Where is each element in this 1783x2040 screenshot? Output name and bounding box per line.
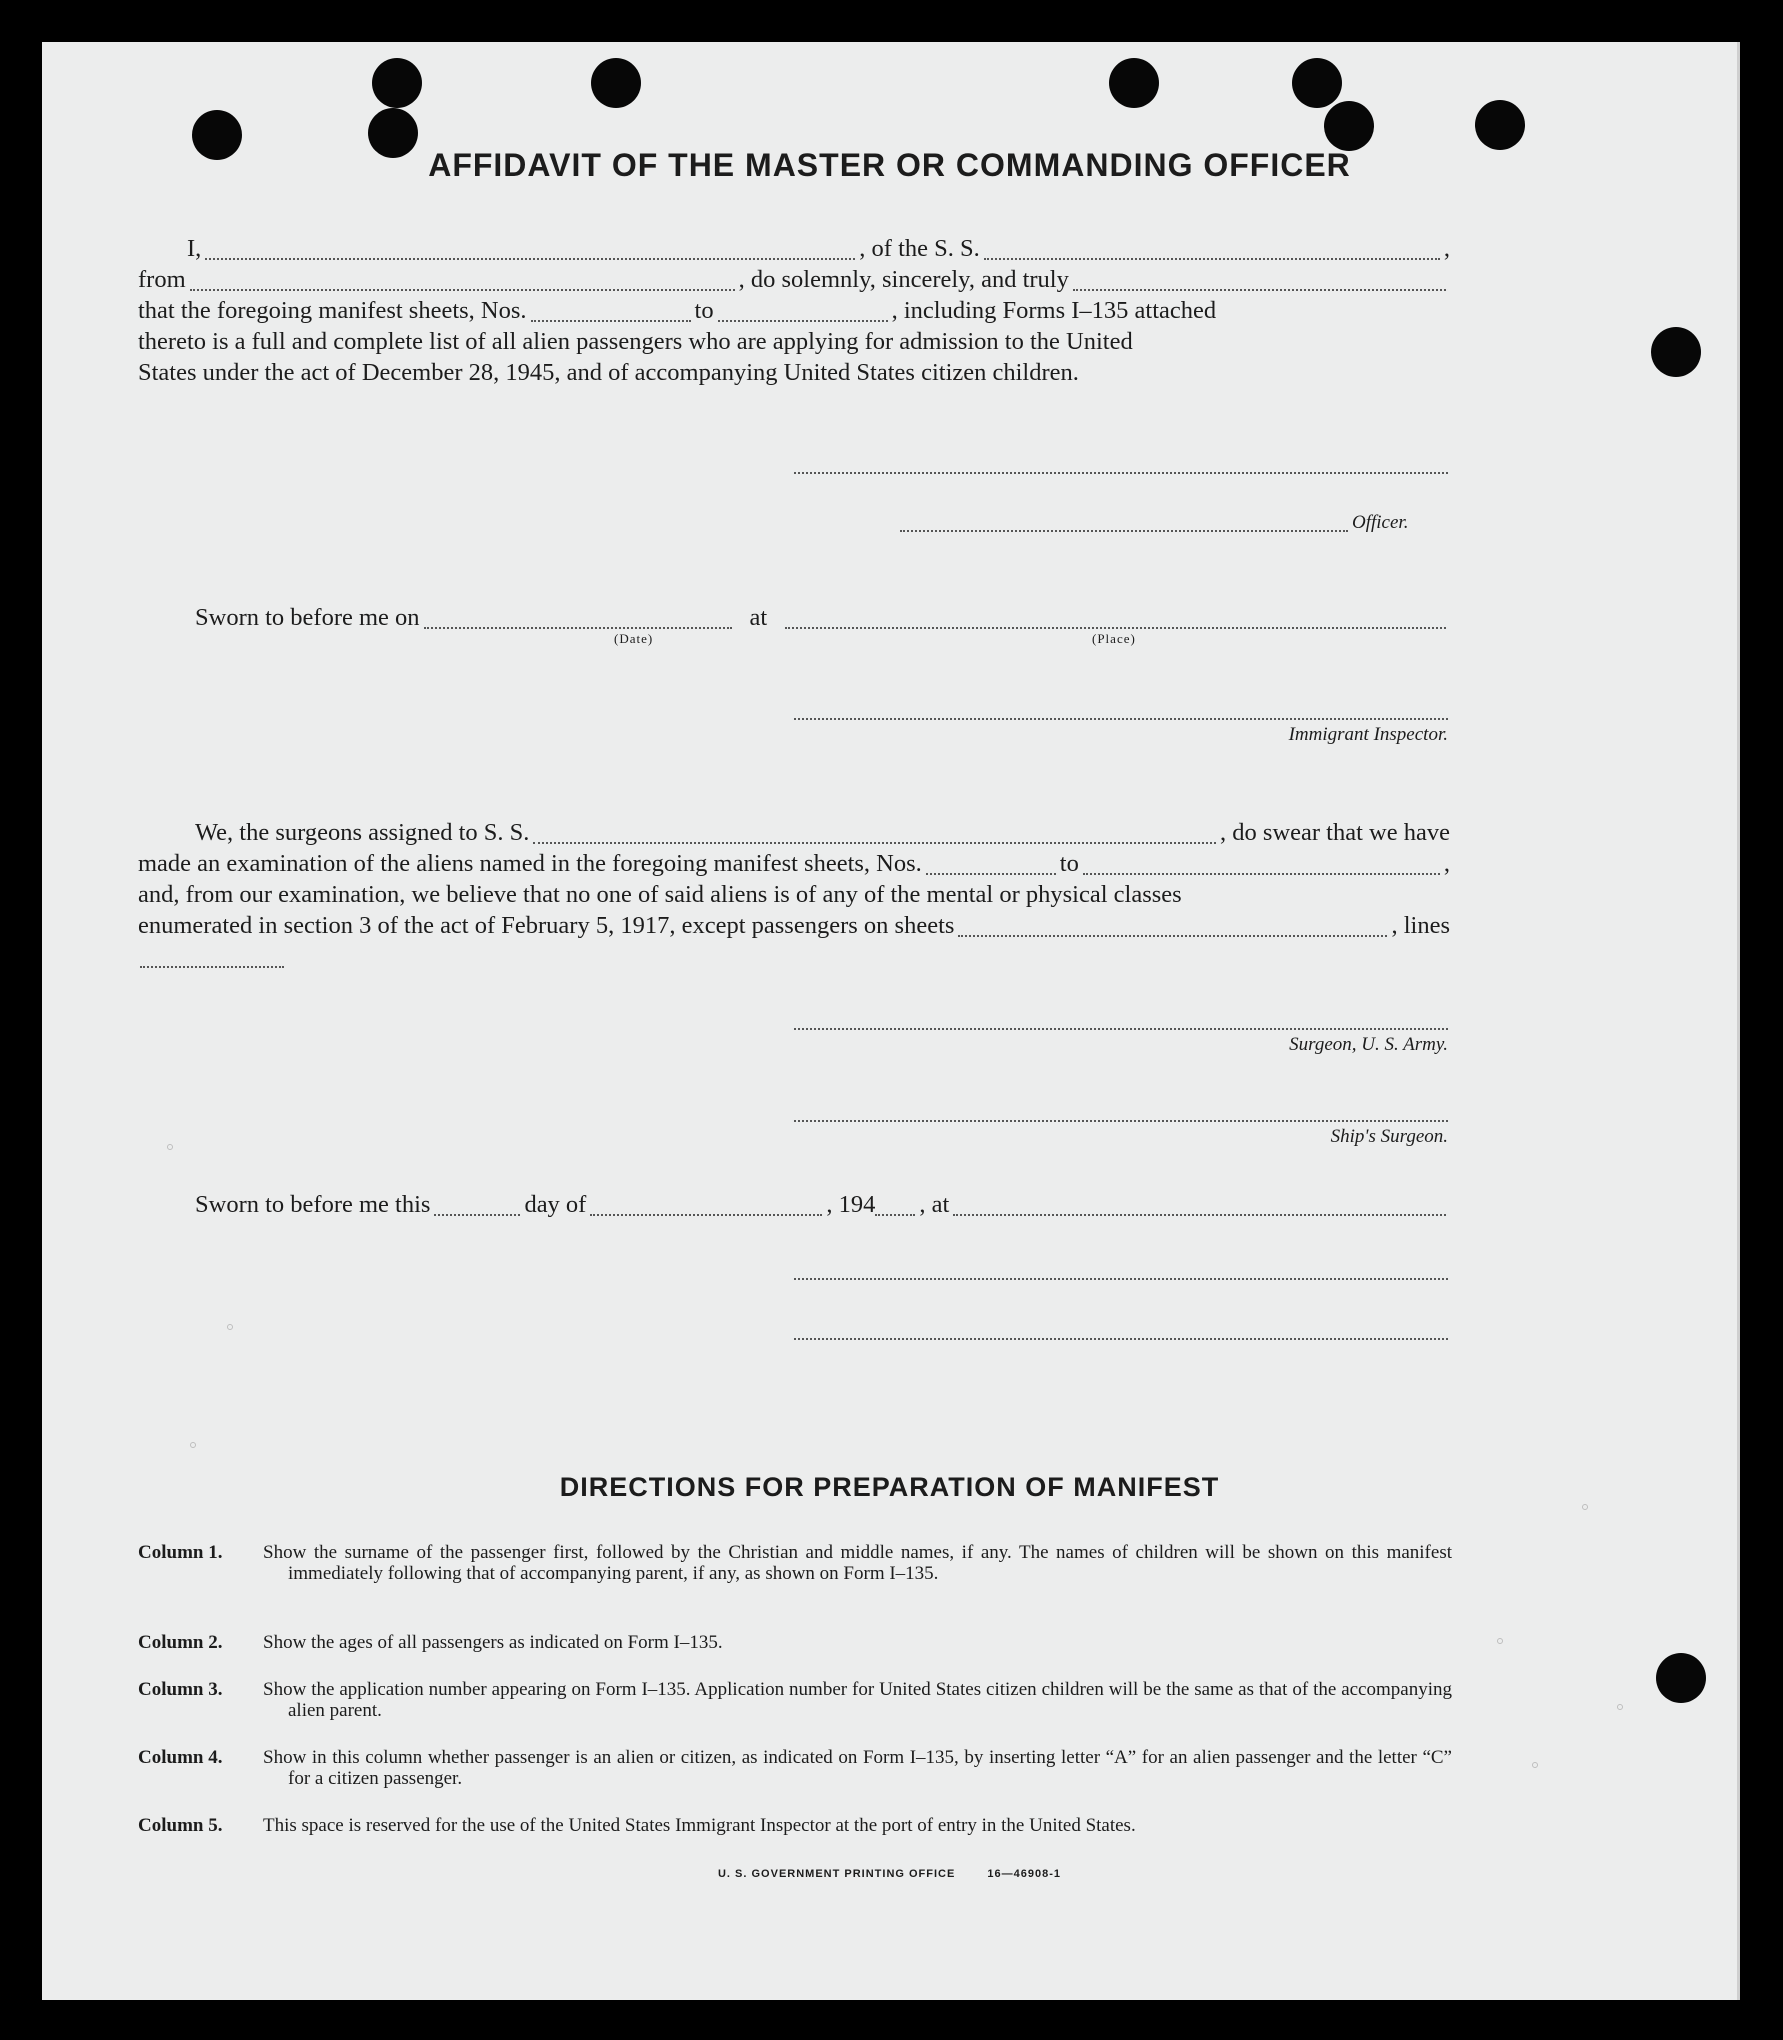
oath-type-field[interactable] — [1073, 267, 1446, 291]
ship-name-field[interactable] — [984, 236, 1440, 260]
direction-column-3: Column 3. Show the application number appearing on Form I–135. Application number for United States citizen children will be the same as that of the accompanying alien parent. — [138, 1679, 1452, 1721]
paper-speck — [1532, 1762, 1538, 1768]
punch-hole — [1292, 58, 1342, 108]
excepted-lines-field[interactable] — [140, 964, 284, 968]
sworn-place-field[interactable] — [785, 605, 1446, 629]
date-label: (Date) — [614, 631, 654, 646]
ship-surgeon-signature-line[interactable] — [794, 1118, 1448, 1122]
punch-hole — [1324, 101, 1374, 151]
sworn-year-field[interactable] — [875, 1192, 915, 1216]
surgeon-ship-field[interactable] — [533, 820, 1216, 844]
army-surgeon-signature-line[interactable] — [794, 1026, 1448, 1030]
sworn-line-1: Sworn to before me on at — [138, 602, 1450, 634]
paper-speck — [1617, 1704, 1623, 1710]
paper-speck — [1582, 1504, 1588, 1510]
sworn2-signature-line-2[interactable] — [794, 1336, 1448, 1340]
page-title: AFFIDAVIT OF THE MASTER OR COMMANDING OFFICER — [428, 147, 1351, 183]
master-signature-line[interactable] — [794, 470, 1448, 474]
direction-column-4: Column 4. Show in this column whether passenger is an alien or citizen, as indicated on Form I–135, by inserting letter “A” for an alien passenger and the letter “C” for a citizen passenger. — [138, 1747, 1452, 1789]
master-name-field[interactable] — [205, 236, 855, 260]
paper-speck — [167, 1144, 173, 1150]
form-page — [42, 42, 1740, 2000]
directions-title: DIRECTIONS FOR PREPARATION OF MANIFEST — [559, 1472, 1220, 1502]
sworn-month-field[interactable] — [590, 1192, 822, 1216]
punch-hole — [372, 58, 422, 108]
paper-speck — [1497, 1638, 1503, 1644]
sworn-line-2: Sworn to before me this day of , 194 , at — [138, 1189, 1450, 1221]
ship-surgeon-caption: Ship's Surgeon. — [1330, 1126, 1448, 1147]
excepted-sheets-field[interactable] — [958, 913, 1387, 937]
affidavit-line-5: States under the act of December 28, 1945, and of accompanying United States citizen children. — [138, 359, 1079, 386]
affidavit-line-1: I, , of the S. S. , — [187, 235, 1450, 262]
sworn-day-field[interactable] — [434, 1192, 520, 1216]
officer-caption: Officer. — [1352, 512, 1409, 533]
place-label: (Place) — [1092, 631, 1136, 646]
officer-title-line[interactable] — [900, 528, 1348, 532]
army-surgeon-caption: Surgeon, U. S. Army. — [1289, 1034, 1448, 1055]
sheet-to-field[interactable] — [718, 298, 888, 322]
departure-port-field[interactable] — [190, 267, 735, 291]
surgeons-line-1: We, the surgeons assigned to S. S. , do swear that we have — [195, 819, 1450, 846]
affidavit-line-4: thereto is a full and complete list of all alien passengers who are applying for admission to the United — [138, 328, 1133, 355]
affidavit-line-2: from , do solemnly, sincerely, and truly — [138, 264, 1450, 296]
direction-column-5: Column 5. This space is reserved for the use of the United States Immigrant Inspector at the port of entry in the United States. — [138, 1815, 1136, 1836]
sworn-date-field[interactable] — [424, 605, 732, 629]
affidavit-line-3: that the foregoing manifest sheets, Nos. to , including Forms I–135 attached — [138, 297, 1217, 324]
printing-office: U. S. GOVERNMENT PRINTING OFFICE — [717, 1868, 956, 1880]
punch-hole — [1651, 327, 1701, 377]
punch-hole — [1475, 100, 1525, 150]
sworn2-place-field[interactable] — [953, 1192, 1446, 1216]
surgeon-sheet-from-field[interactable] — [926, 851, 1056, 875]
surgeons-line-2: made an examination of the aliens named in the foregoing manifest sheets, Nos. to , — [138, 850, 1450, 877]
sheet-from-field[interactable] — [531, 298, 691, 322]
surgeons-line-3: and, from our examination, we believe that no one of said aliens is of any of the mental or physical classes — [138, 881, 1182, 908]
direction-column-2: Column 2. Show the ages of all passengers as indicated on Form I–135. — [138, 1632, 723, 1653]
surgeon-sheet-to-field[interactable] — [1083, 851, 1440, 875]
surgeons-line-4: enumerated in section 3 of the act of February 5, 1917, except passengers on sheets , lines — [138, 912, 1450, 939]
punch-hole — [1109, 58, 1159, 108]
punch-hole — [591, 58, 641, 108]
form-code: 16—46908-1 — [987, 1868, 1061, 1880]
inspector-caption: Immigrant Inspector. — [1288, 724, 1448, 745]
inspector-signature-line[interactable] — [794, 716, 1448, 720]
paper-speck — [227, 1324, 233, 1330]
direction-column-1: Column 1. Show the surname of the passenger first, followed by the Christian and middle names, if any. The names of children will be shown on this manifest immediately following that of accompanying parent, if any, as shown on Form I–135. — [138, 1542, 1452, 1584]
printing-office-footer — [42, 1868, 1737, 1880]
paper-speck — [190, 1442, 196, 1448]
sworn2-signature-line-1[interactable] — [794, 1276, 1448, 1280]
punch-hole — [1656, 1653, 1706, 1703]
